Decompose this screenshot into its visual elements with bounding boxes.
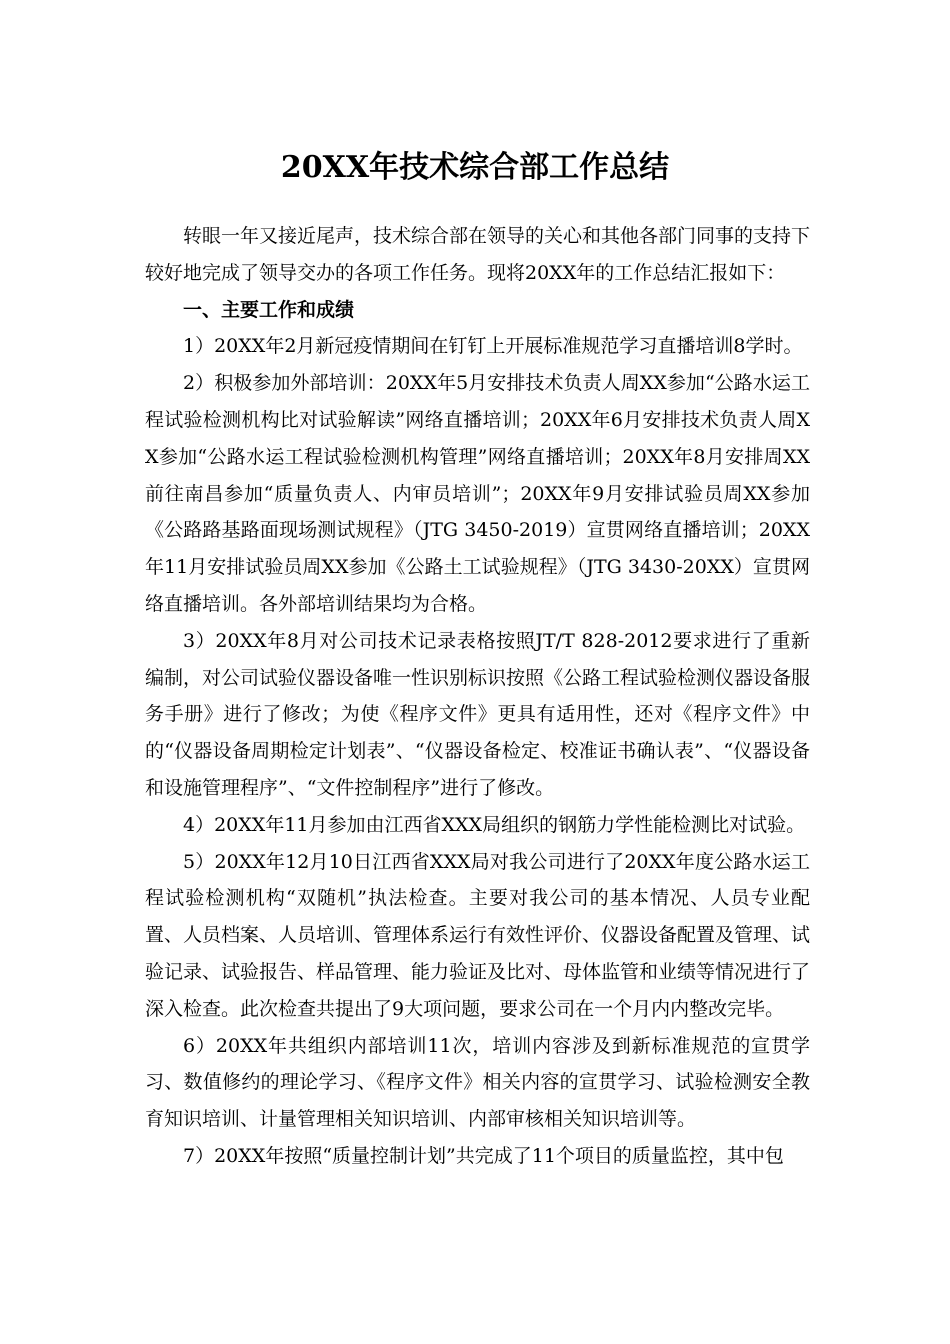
intro-paragraph: 转眼一年又接近尾声，技术综合部在领导的关心和其他各部门同事的支持下较好地完成了领导交办的各项工作任务。现将20XX年的工作总结汇报如下： <box>145 225 811 284</box>
list-item: 2）积极参加外部培训：20XX年5月安排技术负责人周XX参加“公路水运工程试验检测机构比对试验解读”网络直播培训；20XX年6月安排技术负责人周XX参加“公路水运工程试验检测机构管理”网络直播培训；20XX年8月安排周XX前往南昌参加“质量负责人、内审员培训”；20XX年9月安排试验员周XX参加《公路路基路面现场测试规程》（JTG 3450-2019）宣贯网络直播培训；20XX年11月安排试验员周XX参加《公路土工试验规程》（JTG 3430-20XX）宣贯网络直播培训。各外部培训结果均为合格。 <box>145 372 810 615</box>
list-item: 3）20XX年8月对公司技术记录表格按照JT/T 828-2012要求进行了重新编制，对公司试验仪器设备唯一性识别标识按照《公路工程试验检测仪器设备服务手册》进行了修改；为使《程序文件》更具有适用性，还对《程序文件》中的“仪器设备周期检定计划表”、“仪器设备检定、校准证书确认表”、“仪器设备和设施管理程序”、“文件控制程序”进行了修改。 <box>145 629 811 799</box>
list-item: 7）20XX年按照“质量控制计划”共完成了11个项目的质量监控，其中包 <box>183 1144 784 1167</box>
list-item: 4）20XX年11月参加由江西省XXX局组织的钢筋力学性能检测比对试验。 <box>183 813 806 836</box>
section-heading: 一、主要工作和成绩 <box>183 298 355 321</box>
list-item: 6）20XX年共组织内部培训11次，培训内容涉及到新标准规范的宣贯学习、数值修约的理论学习、《程序文件》相关内容的宣贯学习、试验检测安全教育知识培训、计量管理相关知识培训、内部审核相关知识培训等。 <box>145 1034 810 1131</box>
list-item: 1）20XX年2月新冠疫情期间在钉钉上开展标准规范学习直播培训8学时。 <box>183 335 803 358</box>
list-item: 5）20XX年12月10日江西省XXX局对我公司进行了20XX年度公路水运工程试验检测机构“双随机”执法检查。主要对我公司的基本情况、人员专业配置、人员档案、人员培训、管理体系运行有效性评价、仪器设备配置及管理、试验记录、试验报告、样品管理、能力验证及比对、母体监管和业绩等情况进行了深入检查。此次检查共提出了9大项问题，要求公司在一个月内内整改完毕。 <box>145 850 811 1020</box>
document-body <box>145 218 810 1175</box>
document-title: 20XX年技术综合部工作总结 <box>280 150 670 185</box>
